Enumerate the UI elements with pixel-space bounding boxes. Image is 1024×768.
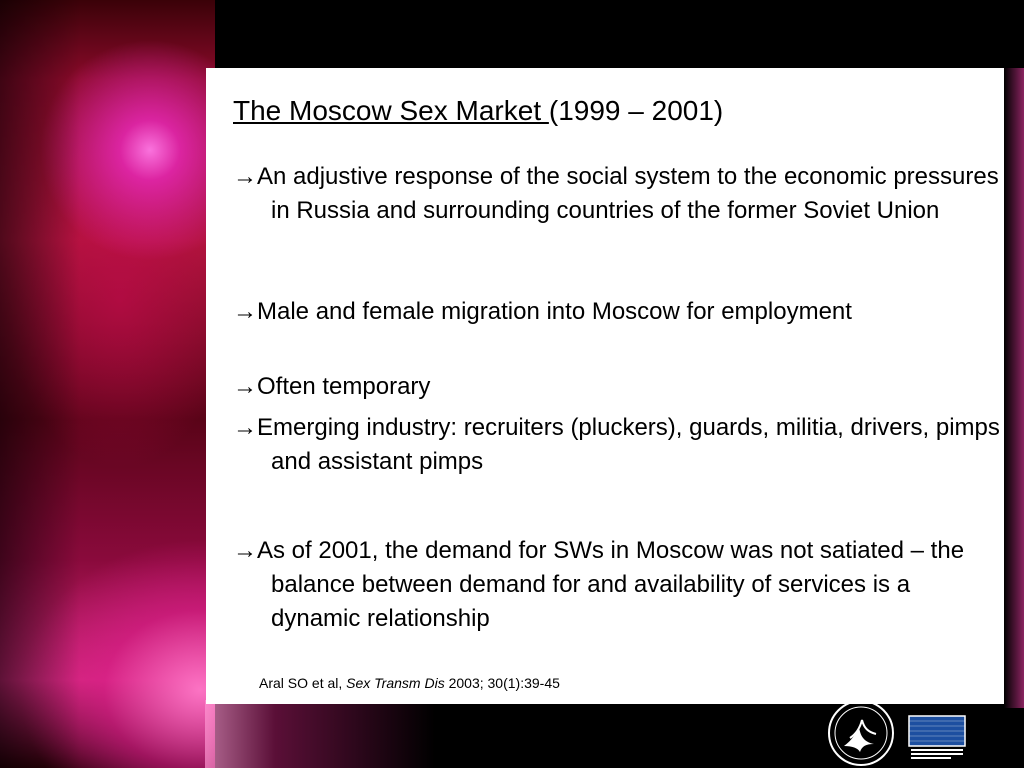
- hhs-seal-logo: [826, 698, 896, 768]
- bullet-item: [233, 295, 1001, 329]
- bullet-text: Emerging industry: recruiters (pluckers), guards, militia, drivers, pimps and assistant pimps: [257, 414, 1000, 475]
- title-main: The Moscow Sex Market: [233, 95, 549, 126]
- arrow-icon: →: [233, 163, 257, 190]
- slide-title: [233, 94, 993, 128]
- arrow-icon: →: [233, 537, 257, 564]
- bullet-item: [233, 370, 1001, 404]
- bullet-text: Male and female migration into Moscow for employment: [257, 298, 852, 325]
- citation: [259, 673, 560, 693]
- right-edge-glow: [1004, 68, 1024, 708]
- bullet-item: [233, 160, 1001, 228]
- decorative-left-art: [0, 0, 215, 768]
- bullet-text: An adjustive response of the social system to the economic pressures in Russia and surrounding countries of the former Soviet Union: [257, 163, 999, 224]
- title-years: (1999 – 2001): [548, 95, 724, 126]
- bullet-item: [233, 534, 1001, 636]
- citation-details: 2003; 30(1):39-45: [444, 675, 560, 691]
- citation-authors: Aral SO et al,: [259, 675, 347, 691]
- arrow-icon: →: [233, 373, 257, 400]
- bullet-text: Often temporary: [257, 373, 431, 400]
- cdc-logo: [908, 715, 966, 760]
- arrow-icon: →: [233, 414, 257, 441]
- bottom-band: [205, 700, 1024, 768]
- citation-journal: Sex Transm Dis: [346, 675, 445, 691]
- bullet-item: [233, 411, 1001, 479]
- bullet-text: As of 2001, the demand for SWs in Moscow was not satiated – the balance between demand for and availability of services is a dynamic relationship: [257, 537, 965, 632]
- arrow-icon: →: [233, 298, 257, 325]
